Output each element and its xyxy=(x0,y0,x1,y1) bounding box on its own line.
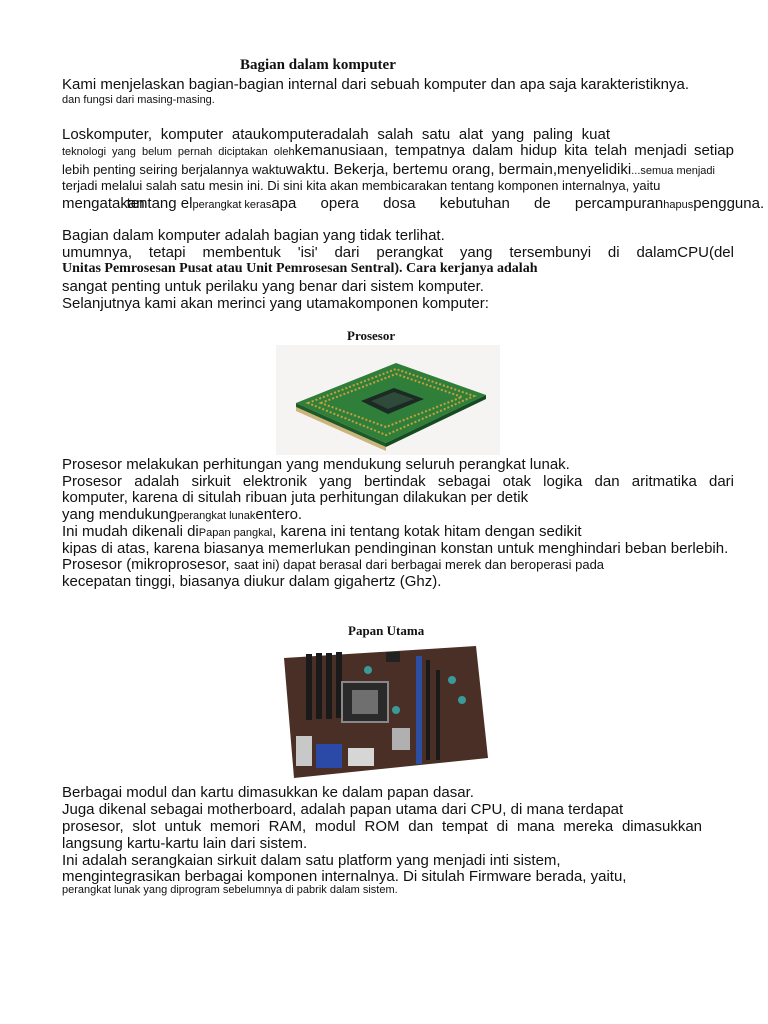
para1-line-5e: hapus xyxy=(663,199,694,211)
papan-heading: Papan Utama xyxy=(348,623,425,638)
processor-image xyxy=(276,345,500,455)
prosesor-line-2: Prosesor adalah sirkuit elektronik yang bertindak sebagai otak logika dan aritmatika dari xyxy=(62,473,734,490)
prosesor-line-7 xyxy=(62,557,604,573)
papan-line-5: Ini adalah serangkaian sirkuit dalam satu platform yang menjadi inti sistem, xyxy=(62,852,561,869)
papan-line-1: Berbagai modul dan kartu dimasukkan ke dalam papan dasar. xyxy=(62,784,474,801)
prosesor-line-8: kecepatan tinggi, biasanya diukur dalam gigahertz (Ghz). xyxy=(62,573,442,590)
prosesor-line-7a: Prosesor (mikroprosesor, xyxy=(62,556,230,573)
para1-line-3b: waktu. Bekerja, bertemu orang, bermain,menyelidiki xyxy=(286,161,632,178)
prosesor-heading: Prosesor xyxy=(347,328,396,343)
para1-line-3c: ...semua menjadi xyxy=(631,165,715,177)
para1-line-3a: lebih penting seiring berjalannya waktu xyxy=(62,162,287,177)
para2-line-1: Bagian dalam komputer adalah bagian yang tidak terlihat. xyxy=(62,227,445,244)
para1-line-4: terjadi melalui salah satu mesin ini. Di sini kita akan membicarakan tentang komponen internalnya, yaitu xyxy=(62,178,661,193)
para1-line-5 xyxy=(62,195,765,212)
prosesor-line-5a: Ini mudah dikenali di xyxy=(62,523,199,540)
prosesor-line-4c: entero. xyxy=(255,506,303,523)
prosesor-line-5 xyxy=(62,524,582,540)
para1-line-2b: kemanusiaan, tempatnya dalam hidup kita telah menjadi setiap xyxy=(294,142,734,159)
prosesor-line-4b: perangkat lunak xyxy=(177,510,256,522)
para1-line-1: Loskomputer, komputer ataukomputeradalah salah satu alat yang paling kuat xyxy=(62,126,610,143)
prosesor-line-4 xyxy=(62,507,302,523)
prosesor-line-1: Prosesor melakukan perhitungan yang mendukung seluruh perangkat lunak. xyxy=(62,456,570,473)
prosesor-line-4a: yang mendukung xyxy=(62,506,178,523)
para1-line-2a: teknologi yang belum pernah diciptakan oleh xyxy=(62,146,295,158)
papan-line-3: prosesor, slot untuk memori RAM, modul ROM dan tempat di mana mereka dimasukkan xyxy=(62,818,702,835)
para2-line-4: sangat penting untuk perilaku yang benar dari sistem komputer. xyxy=(62,278,484,295)
prosesor-line-5c: , karena ini tentang kotak hitam dengan sedikit xyxy=(272,523,582,540)
papan-line-6: mengintegrasikan berbagai komponen internalnya. Di situlah Firmware berada, yaitu, xyxy=(62,868,627,885)
intro-line-2: dan fungsi dari masing-masing. xyxy=(62,94,215,106)
para2-line-2: umumnya, tetapi membentuk 'isi' dari perangkat yang tersembunyi di dalamCPU(del xyxy=(62,244,734,261)
prosesor-line-6: kipas di atas, karena biasanya memerlukan pendinginan konstan untuk menghindari beban berlebih. xyxy=(62,540,729,557)
motherboard-image xyxy=(276,640,490,782)
prosesor-line-5b: Papan pangkal xyxy=(198,527,273,539)
para1-line-5d: apa opera dosa kebutuhan de percampuran xyxy=(271,195,664,212)
para2-line-5: Selanjutnya kami akan merinci yang utamakomponen komputer: xyxy=(62,295,489,312)
papan-line-7: perangkat lunak yang diprogram sebelumnya di pabrik dalam sistem. xyxy=(62,884,398,896)
prosesor-line-3: komputer, karena di situlah ribuan juta perhitungan dilakukan per detik xyxy=(62,489,529,506)
para1-line-5c: perangkat keras xyxy=(192,199,272,211)
papan-line-4: langsung kartu-kartu lain dari sistem. xyxy=(62,835,308,852)
intro-line-1: Kami menjelaskan bagian-bagian internal dari sebuah komputer dan apa saja karakteristiknya. xyxy=(62,76,690,93)
prosesor-line-7b: saat ini) dapat berasal dari berbagai merek dan beroperasi pada xyxy=(234,557,605,572)
para1-line-5b: tentang el xyxy=(126,195,193,212)
para2-line-3: Unitas Pemrosesan Pusat atau Unit Pemrosesan Sentral). Cara kerjanya adalah xyxy=(62,261,538,276)
para1-line-5a: mengatakan xyxy=(62,195,145,212)
papan-line-2: Juga dikenal sebagai motherboard, adalah papan utama dari CPU, di mana terdapat xyxy=(62,801,624,818)
para1-line-3 xyxy=(62,162,715,178)
page-title: Bagian dalam komputer xyxy=(240,57,396,73)
para1-line-2 xyxy=(62,143,734,159)
para1-line-5f: pengguna. xyxy=(693,195,765,212)
